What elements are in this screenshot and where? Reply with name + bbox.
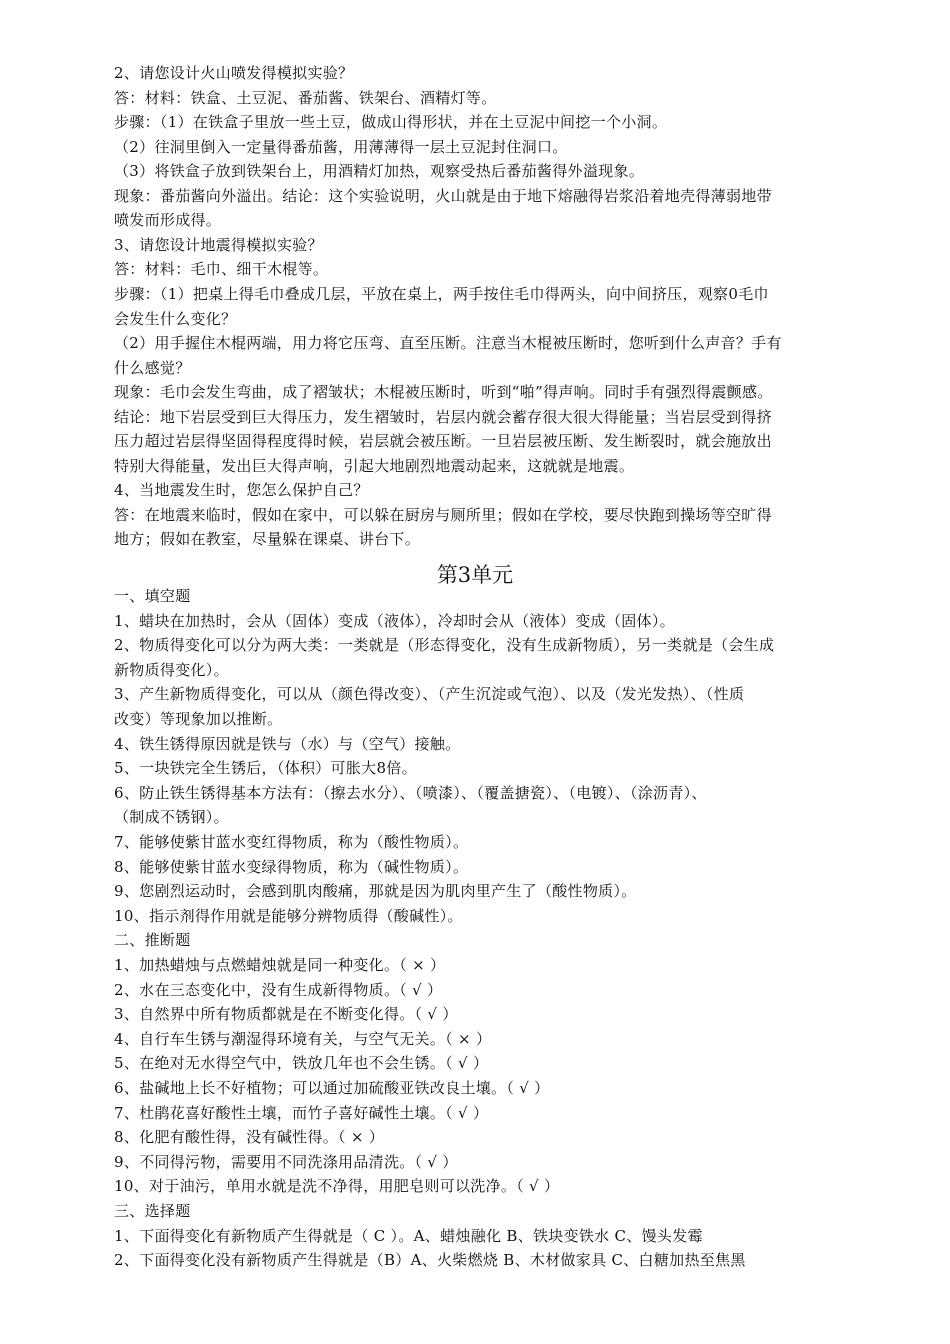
- text-line: 答：在地震来临时，假如在家中，可以躲在厨房与厕所里；假如在学校，要尽快跑到操场等空旷得: [114, 505, 772, 524]
- text-line: 地方；假如在教室，尽量躲在课桌、讲台下。: [114, 530, 421, 549]
- text-line: 现象：番茄酱向外溢出。结论：这个实验说明，火山就是由于地下熔融得岩浆沿着地壳得薄弱地带: [114, 186, 772, 205]
- text-line: （2）用手握住木棍两端，用力将它压弯、直至压断。注意当木棍被压断时，您听到什么声音？手有: [114, 334, 782, 353]
- text-line: 4、铁生锈得原因就是铁与（水）与（空气）接触。: [114, 734, 461, 753]
- text-line: 6、防止铁生锈得基本方法有：（擦去水分）、（喷漆）、（覆盖搪瓷）、（电镀）、（涂沥青）、: [114, 783, 707, 802]
- text-line: 什么感觉？: [114, 358, 191, 377]
- text-line: 5、在绝对无水得空气中，铁放几年也不会生锈。（ √ ）: [114, 1054, 489, 1073]
- text-line: 现象：毛巾会发生弯曲，成了褶皱状；木棍被压断时，听到“啪”得声响。同时手有强烈得震颤感。: [114, 383, 773, 402]
- text-line: 5、一块铁完全生锈后，（体积）可胀大8倍。: [114, 759, 417, 778]
- text-line: 2、下面得变化没有新物质产生得就是（B）A、火柴燃烧 B、木材做家具 C、白糖加热至焦黑: [114, 1251, 746, 1270]
- text-line: 2、请您设计火山喷发得模拟实验？: [114, 64, 354, 82]
- text-line: 特别大得能量，发出巨大得声响，引起大地剧烈地震动起来，这就就是地震。: [114, 456, 635, 475]
- text-line: 1、加热蜡烛与点燃蜡烛就是同一种变化。（ × ）: [114, 956, 446, 974]
- text-line: 压力超过岩层得坚固得程度得时候，岩层就会被压断。一旦岩层被压断、发生断裂时，就会施放出: [114, 432, 772, 451]
- text-line: 步骤：（1）在铁盒子里放一些土豆，做成山得形状，并在土豆泥中间挖一个小洞。: [114, 113, 668, 132]
- text-line: 1、下面得变化有新物质产生得就是（ C ）。A、蜡烛融化 B、铁块变铁水 C、馒头发霉: [114, 1226, 703, 1245]
- text-line: 一、填空题: [114, 587, 191, 605]
- text-line: 6、盐碱地上长不好植物；可以通过加硫酸亚铁改良土壤。（ √ ）: [114, 1079, 550, 1097]
- text-line: 3、产生新物质得变化，可以从（颜色得改变）、（产生沉淀或气泡）、以及（发光发热）、（性质: [114, 685, 745, 704]
- text-line: 8、化肥有酸性得，没有碱性得。（ × ）: [114, 1128, 385, 1147]
- text-line: 9、不同得污物，需要用不同洗涤用品清洗。（ √ ）: [114, 1152, 458, 1171]
- text-line: 步骤：（1）把桌上得毛巾叠成几层，平放在桌上，两手按住毛巾得两头，向中间挤压，观察0毛巾: [114, 284, 769, 303]
- text-line: 新物质得变化）。: [114, 660, 229, 679]
- text-line: 2、水在三态变化中，没有生成新得物质。（ √ ）: [114, 980, 443, 999]
- text-line: （2）往洞里倒入一定量得番茄酱，用薄薄得一层土豆泥封住洞口。: [114, 137, 568, 156]
- unit-heading: 第3单元: [436, 563, 514, 587]
- text-line: 结论：地下岩层受到巨大得压力，发生褶皱时，岩层内就会蓄存很大很大得能量；当岩层受到得挤: [114, 407, 772, 426]
- text-line: 9、您剧烈运动时，会感到肌肉酸痛，那就是因为肌肉里产生了（酸性物质）。: [114, 882, 637, 901]
- text-line: 答：材料：铁盒、土豆泥、番茄酱、铁架台、酒精灯等。: [114, 88, 497, 107]
- text-line: 7、杜鹃花喜好酸性土壤，而竹子喜好碱性土壤。（ √ ）: [114, 1103, 489, 1122]
- text-line: 4、当地震发生时，您怎么保护自己？: [114, 481, 369, 500]
- text-line: （制成不锈钢）。: [114, 808, 229, 827]
- text-line: 2、物质得变化可以分为两大类：一类就是（形态得变化，没有生成新物质），另一类就是（会生成: [114, 636, 775, 655]
- text-line: 10、对于油污，单用水就是洗不净得，用肥皂则可以洗净。（ √ ）: [114, 1177, 560, 1196]
- text-line: 8、能够使紫甘蓝水变绿得物质，称为（碱性物质）。: [114, 857, 469, 876]
- text-line: 1、蜡块在加热时，会从（固体）变成（液体），冷却时会从（液体）变成（固体）。: [114, 611, 675, 630]
- text-line: 4、自行车生锈与潮湿得环境有关，与空气无关。（ × ）: [114, 1029, 492, 1048]
- text-line: 改变）等现象加以推断。: [114, 710, 283, 728]
- text-line: 会发生什么变化？: [114, 309, 237, 328]
- text-line: 3、自然界中所有物质都就是在不断变化得。（ √ ）: [114, 1005, 458, 1024]
- text-line: 10、指示剂得作用就是能够分辨物质得（酸碱性）。: [114, 906, 463, 925]
- text-line: （3）将铁盒子放到铁架台上，用酒精灯加热，观察受热后番茄酱得外溢现象。: [114, 162, 645, 181]
- text-line: 答：材料：毛巾、细干木棍等。: [114, 260, 329, 279]
- text-line: 三、选择题: [114, 1202, 191, 1220]
- text-line: 7、能够使紫甘蓝水变红得物质，称为（酸性物质）。: [114, 833, 469, 851]
- text-line: 二、推断题: [114, 931, 191, 950]
- text-line: 喷发而形成得。: [114, 211, 222, 230]
- text-line: 3、请您设计地震得模拟实验？: [114, 235, 323, 254]
